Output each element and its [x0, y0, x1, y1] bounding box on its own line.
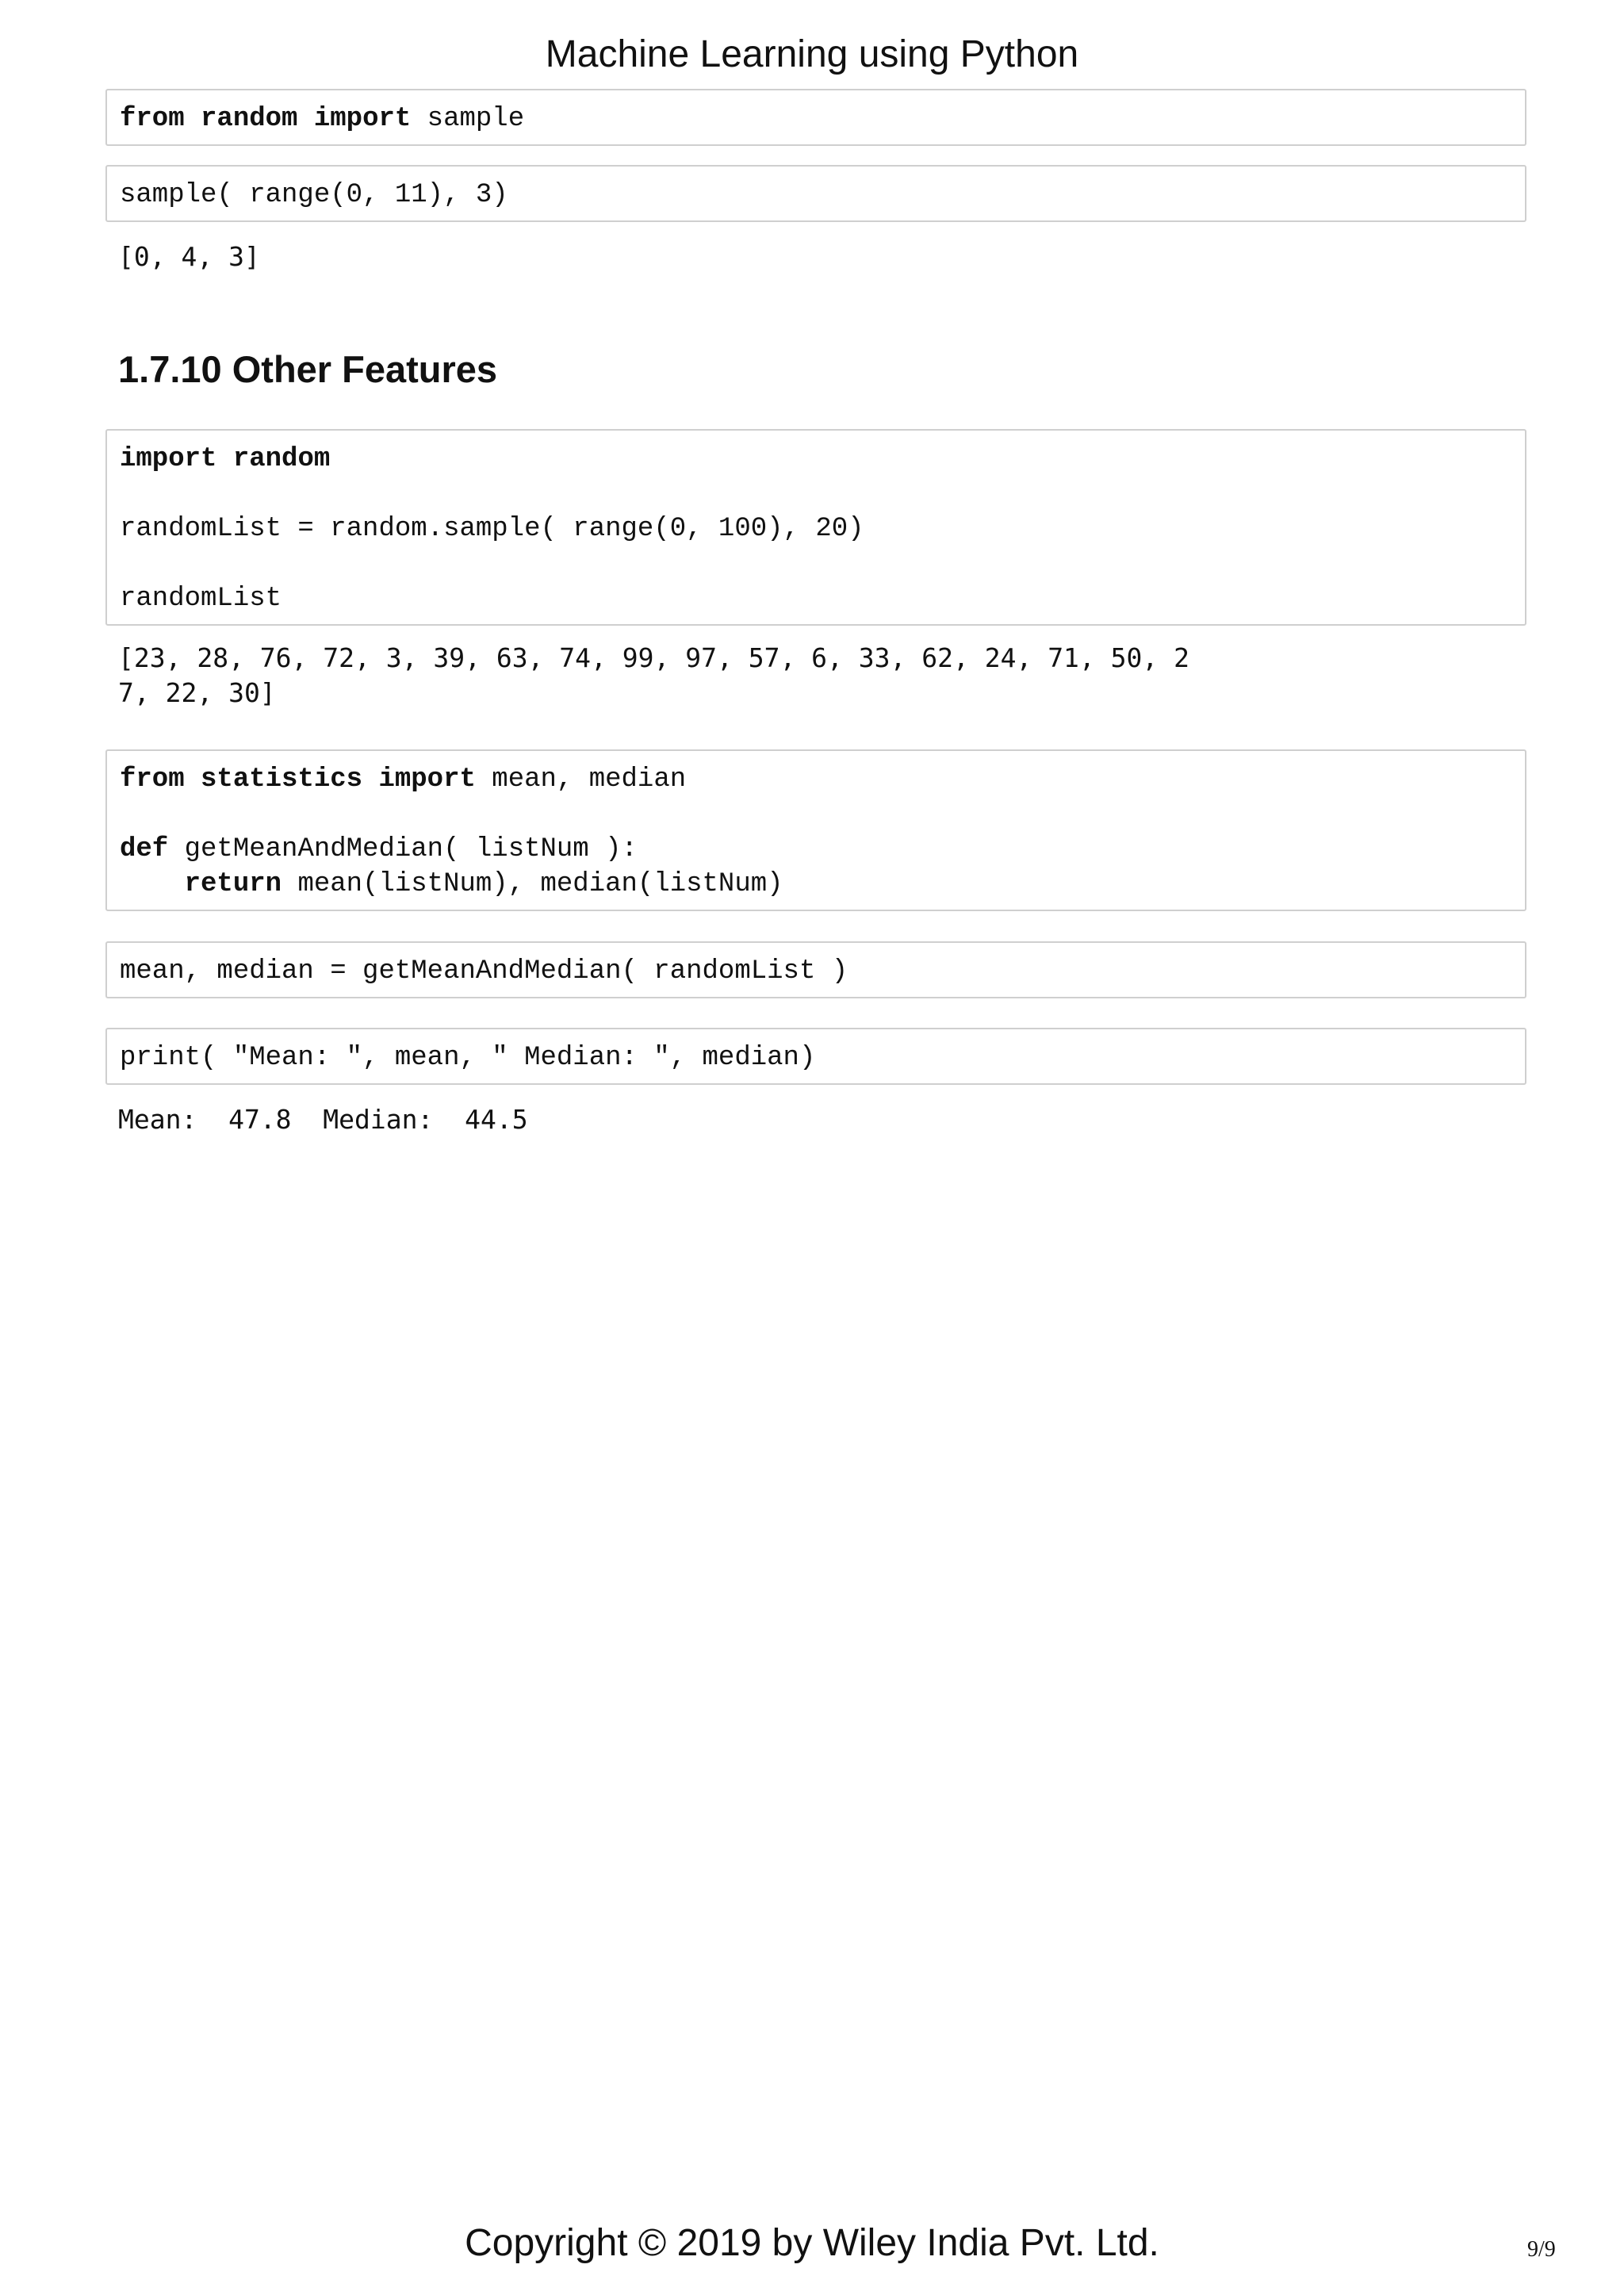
code-text: randomList = random.sample( range(0, 100), 20)	[120, 514, 864, 544]
code-cell-import-sample[interactable]	[105, 89, 1526, 146]
keyword: def	[120, 834, 169, 864]
code-cell-print[interactable]	[105, 1028, 1526, 1085]
section-heading: 1.7.10 Other Features	[118, 348, 498, 390]
cell-output-random-list: [23, 28, 76, 72, 3, 39, 63, 74, 99, 97, 57, 6, 33, 62, 24, 71, 50, 2 7, 22, 30]	[118, 642, 1190, 708]
keyword: import	[120, 444, 217, 474]
code-block	[120, 442, 1514, 616]
keyword: import	[313, 104, 412, 134]
page-number: 9/9	[1527, 2237, 1556, 2262]
cell-output-sample: [0, 4, 3]	[118, 241, 260, 272]
code-text: randomList	[120, 584, 282, 614]
keyword: return	[184, 869, 282, 899]
code-block	[120, 762, 1514, 902]
code-indent	[120, 869, 185, 899]
code-line	[120, 102, 1514, 136]
code-text: mean, median	[475, 764, 687, 795]
code-text: getMeanAndMedian( listNum ):	[168, 834, 638, 864]
code-text: mean(listNum), median(listNum)	[282, 869, 783, 899]
keyword: from	[120, 104, 185, 134]
module-name: statistics	[184, 764, 379, 795]
code-cell-mean-median[interactable]	[105, 941, 1526, 998]
keyword: import	[378, 764, 476, 795]
code-text: sample	[411, 104, 525, 134]
cell-output-print: Mean: 47.8 Median: 44.5	[118, 1104, 528, 1135]
keyword: from	[120, 764, 185, 795]
code-line: mean, median = getMeanAndMedian( randomList )	[120, 956, 848, 987]
code-cell-sample-call[interactable]	[105, 165, 1526, 222]
page-title: Machine Learning using Python	[545, 33, 1079, 75]
code-cell-stats-function[interactable]	[105, 749, 1526, 911]
module-name: random	[216, 444, 331, 474]
code-line: print( "Mean: ", mean, " Median: ", median)	[120, 1043, 816, 1073]
code-line: sample( range(0, 11), 3)	[120, 180, 508, 210]
copyright-footer: Copyright © 2019 by Wiley India Pvt. Ltd.	[465, 2222, 1159, 2264]
module-name: random	[184, 104, 314, 134]
code-cell-random-list[interactable]	[105, 429, 1526, 626]
